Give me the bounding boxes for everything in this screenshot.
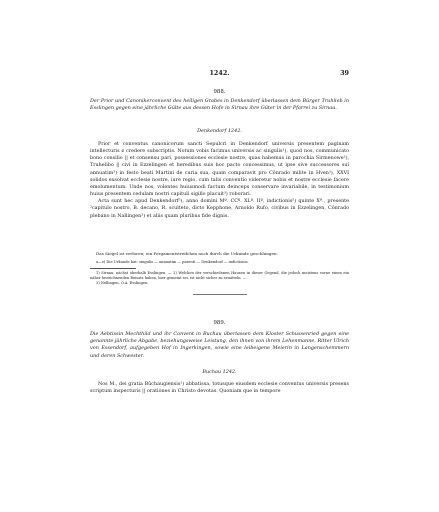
section-divider-block [90,294,349,295]
document-988-seal-note-block [90,251,349,257]
running-head [90,69,349,78]
document-988-variants: a—e) Die Urkunde hat: singulis — annuatim — parenti — Denkendorf — indictionis. [96,260,249,264]
document-988-regest: Der Prior und Canonikerconvent des heiligen Grabes in Denkendorf überlassen dem Bürger Truhlieb in Esslingen gegen eine jährliche Gülte aus dessen Hofe in Sirnau ihre Güter in der Pfarrei zu Sirnau. [90,98,349,112]
document-989-paragraph-1: Nos M., dei gratia Bůchaugiensis¹) abbatissa, totusque eiusdem ecclesie conventus universis presens scriptum inspecturis || orationes in Christo devotas. Quoniam que in tempore [90,381,349,395]
document-989-regest-block [90,331,349,360]
document-988-number-block [90,89,349,96]
footnote-rule-block [90,268,349,269]
document-988-paragraph-2: Acta sunt hec apud Denkendorf⁵), anno domini Mº. CCº. XLº. IIº, indictionis⁵) quinte Xª., presente ²capitulo nostro, B. decano, R. scultetο, dicto Kepphone, Arnoldo Rufo, civibus in Ezzelingen, Cǒnrado plebano in Nallingen³) et aliis quam pluribus fide dignis. [90,198,349,219]
page-number: 39 [340,69,349,77]
document-989-number-block [90,320,349,327]
document-989-regest: Die Aebtissin Mechthild und ihr Convent in Buchau überlassen dem Kloster Schussenried gegen eine genannte jährliche Abgabe, beziehungsweise Leistung, den ihnen von ihrem Lehenmanne, Ritter Ulrich von Essendorf, aufgegeben Hof in Ingerkingen, sowie eine leibeigene Meierin in Langenschemmern und deren Schwester. [90,331,349,359]
document-988-paragraph-1: Prior et conventus canonicorum sancti Sepulcri in Denkendorf universis presentem paginam intellecturis ȼ credere subscriptis. Notum vobis facimus universis ac singulis¹), quod nos, communicato bono consilio || et consensu pari, possessiones ecclesie nostre, quas habemus in parochia Sirmenowe²), Truhelibo || civi in Ezzelingen et heredibus suis hoc pacto concessimus, ut ipse sive successores sui annuatim³) in festo beati Martini de curia sua, quam comparavit pro Cǒnrado milite in Hven³), XXVI solidos exsolvat ecclesie nostre, iure regio, cum talis conventio videretur nobis et nostre ecclesie facere emolumentum. Unde nos, volentes huiusmodi factum deinceps conservare invariabile, in testimonium huius presentem cedulam nostri capituli sigillo placuit³) roborari. [90,141,349,198]
document-988-date: Denkendorf 1242. [197,128,242,134]
document-988-footnote-1: 1) Sirnau, nächst oberhalb Esslingen. — 2) Welchen der verschiedenen Hausen in dieser Gegend, die jedoch meistens vorne einen ein näher bezeichnenden Beisatz haben, hier gemeint sei, ist nicht sicher zu ermitteln. — [90,271,349,281]
document-989-text [90,381,349,395]
document-988-footnotes [90,271,349,287]
document-988-regest-block [90,98,349,112]
document-number-988: 988. [213,89,226,95]
footnote-rule [90,268,136,269]
document-988-variants-block [90,260,349,265]
document-988-date-block [90,128,349,135]
document-988-text [90,141,349,220]
document-989-date: Buchau 1242. [202,369,237,375]
section-divider [193,294,247,295]
document-989-date-block [90,369,349,376]
document-988-footnote-2: 3) Nellingen, O.A. Esslingen. [96,281,149,286]
document-number-989: 989. [213,320,226,326]
document-988-seal-note: Das Siegel ist verloren; ein Pergamentstreifchen noch durch die Urkunde geschlungen. [96,251,278,256]
running-head-year: 1242. [209,69,230,77]
